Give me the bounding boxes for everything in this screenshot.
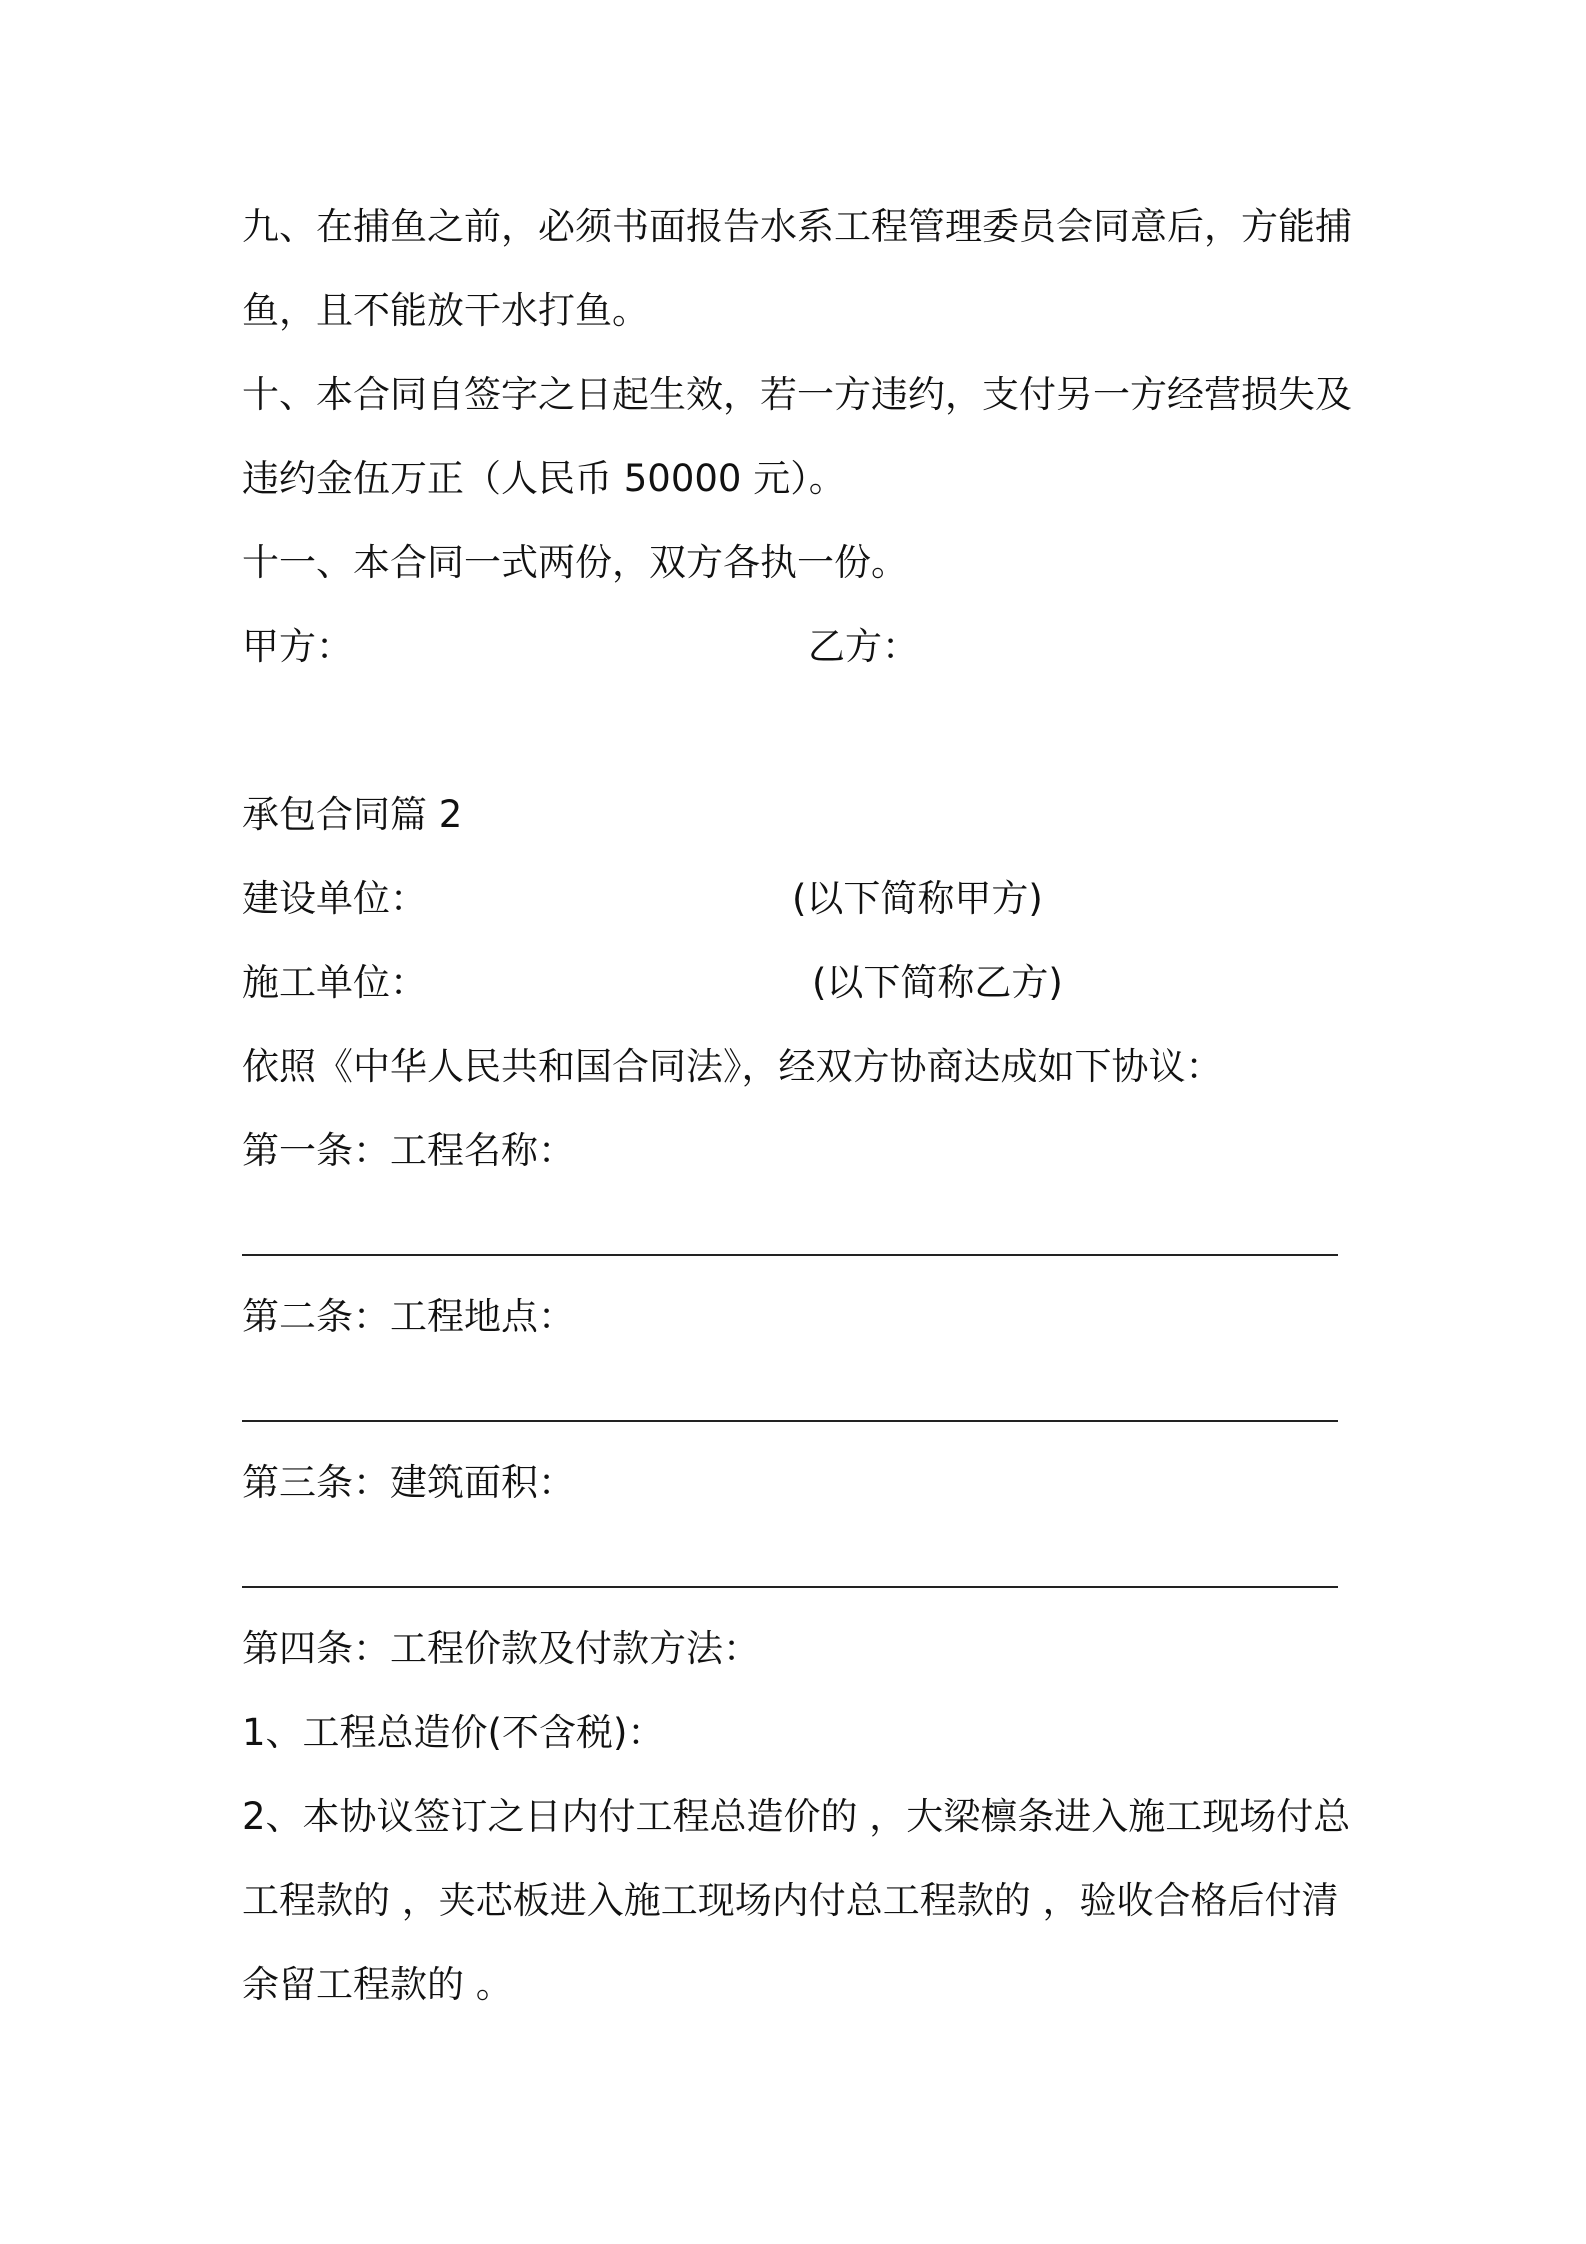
builder-label: 建设单位： [242,877,427,920]
intro-paragraph: 依照《中华人民共和国合同法》，经双方协商达成如下协议： [242,1045,1223,1088]
article-1-heading: 第一条：工程名称： [242,1129,575,1172]
item-2-line-1: 2、本协议签订之日内付工程总造价的 ，大梁檩条进入施工现场付总 [242,1795,1351,1838]
clause-9-line-2: 鱼，且不能放干水打鱼。 [242,289,649,332]
article-3-heading: 第三条：建筑面积： [242,1461,575,1504]
contractor-label: 施工单位： [242,961,427,1004]
builder-note: (以下简称甲方) [792,877,1043,920]
article-2-heading: 第二条：工程地点： [242,1295,575,1338]
clause-10-line-1: 十、本合同自签字之日起生效，若一方违约，支付另一方经营损失及 [242,373,1352,416]
item-1: 1、工程总造价(不含税)： [242,1711,665,1754]
party-a-label: 甲方： [242,625,353,668]
article-3-blank-line [242,1586,1338,1588]
contractor-note: (以下简称乙方) [812,961,1063,1004]
clause-10-line-2: 违约金伍万正（人民币 50000 元）。 [242,457,846,500]
item-2-line-3: 余留工程款的 。 [242,1963,513,2006]
article-1-blank-line [242,1254,1338,1256]
party-b-label: 乙方： [808,625,919,668]
clause-11: 十一、本合同一式两份，双方各执一份。 [242,541,908,584]
clause-9-line-1: 九、在捕鱼之前，必须书面报告水系工程管理委员会同意后，方能捕 [242,205,1352,248]
item-2-line-2: 工程款的 ，夹芯板进入施工现场内付总工程款的 ，验收合格后付清 [242,1879,1339,1922]
contract-2-title: 承包合同篇 2 [242,793,463,836]
article-4-heading: 第四条：工程价款及付款方法： [242,1627,760,1670]
article-2-blank-line [242,1420,1338,1422]
